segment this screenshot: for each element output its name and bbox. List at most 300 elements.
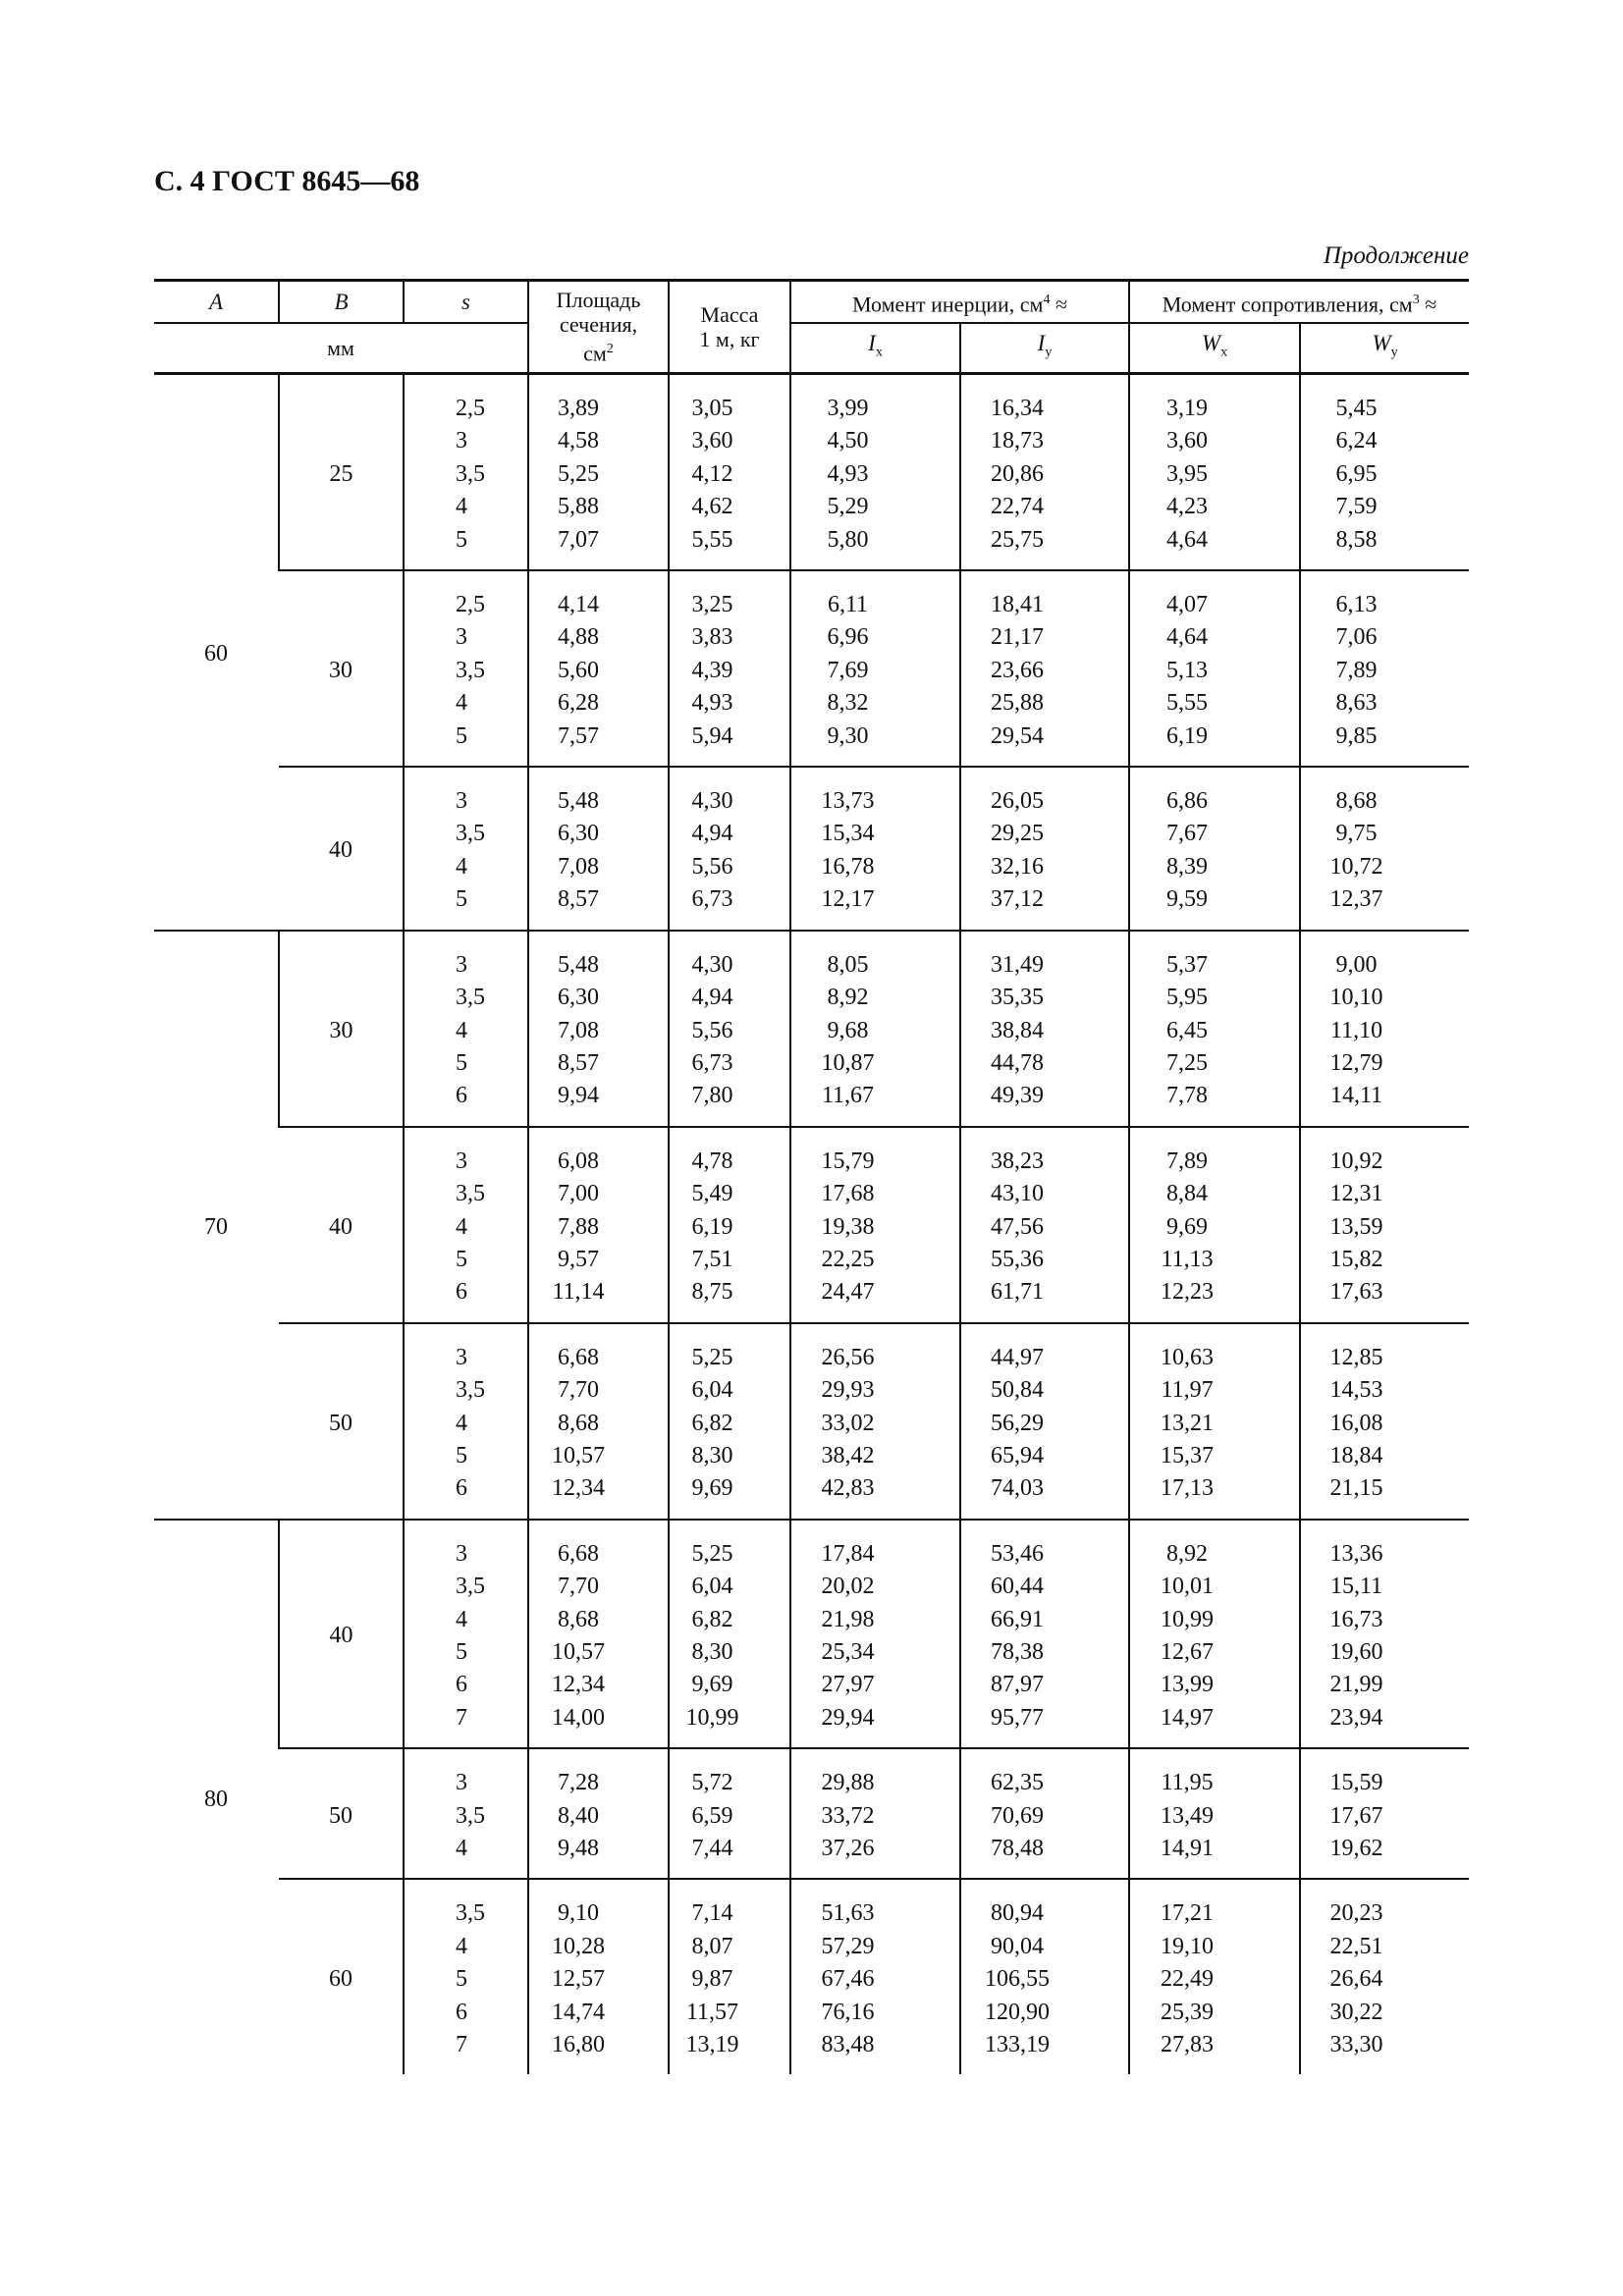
cell-wx [1129,1748,1300,1879]
cell-wx [1129,1323,1300,1520]
cell-value: 13,21 [1161,1410,1215,1436]
cell-value: 6,08 [558,1148,599,1174]
cell-value: 14,11 [1329,1083,1383,1109]
cell-value: 21,99 [1329,1672,1383,1698]
cell-value: 4,50 [827,428,869,454]
cell-value: 3,60 [691,428,733,454]
cell-area [528,767,669,931]
cell-value: 29,94 [821,1704,875,1731]
area-line-3: $см^2$ [583,341,614,366]
cell-value: 27,97 [821,1672,875,1698]
cell-value: 4,64 [1166,624,1209,651]
cell-iy [960,374,1129,571]
cell-value: 12,31 [1329,1181,1383,1207]
cell-wy [1300,1520,1469,1748]
cell-value: 87,97 [991,1672,1044,1698]
cell-wx [1129,374,1300,571]
cell-value: 14,74 [552,1999,605,2025]
col-header-b: B [279,281,404,323]
cell-value: 6 [456,1475,467,1502]
cell-value: 17,68 [821,1181,875,1207]
cell-value: 19,60 [1329,1639,1383,1665]
cell-mass [669,374,790,571]
cell-value: 8,92 [827,985,869,1011]
cell-value: 20,02 [821,1574,875,1600]
cell-value: 16,78 [821,853,875,880]
cell-value: 6 [456,1999,467,2025]
cell-value: 16,80 [552,2032,605,2058]
cell-value: 24,47 [821,1279,875,1306]
cell-value: 56,29 [991,1410,1044,1436]
cell-value: 12,79 [1329,1049,1383,1076]
cell-value: 7,67 [1166,821,1209,847]
cell-value: 12,17 [821,886,875,913]
cell-value: 7,89 [1335,657,1378,683]
col-header-wx: $W_x$ [1129,323,1300,374]
cell-value: 9,59 [1166,886,1209,913]
cell-value: 9,75 [1335,821,1378,847]
cell-value: 25,88 [991,690,1044,717]
cell-value: 19,38 [821,1213,875,1240]
cell-value: 78,48 [991,1836,1044,1862]
cell-value: 120,90 [985,1999,1050,2025]
cell-value: 15,79 [821,1148,875,1174]
col-header-inertia: Момент инерции, $см^4$ ≈ [790,281,1129,323]
cell-area [528,1520,669,1748]
cell-value: 4,14 [558,592,599,618]
cell-value: 6,04 [691,1377,733,1404]
cell-value: 7,08 [558,1017,599,1043]
cell-value: 8,68 [1335,788,1378,815]
cell-value: 7,78 [1166,1083,1209,1109]
cell-value: 62,35 [991,1770,1044,1796]
cell-value: 29,25 [991,821,1044,847]
cell-value: 42,83 [821,1475,875,1502]
cell-mass [669,931,790,1127]
cell-ix [790,1520,960,1748]
cell-value: 6,68 [558,1344,599,1370]
cell-value: 3,95 [1166,460,1209,487]
cell-value: 6,30 [558,985,599,1011]
cell-value: 10,10 [1329,985,1383,1011]
cell-mass [669,1879,790,2074]
cell-value: 44,97 [991,1344,1044,1370]
cell-b: 40 [279,1520,404,1748]
cell-value: 10,57 [552,1639,605,1665]
cell-value: 4,93 [691,690,733,717]
cell-value: 133,19 [985,2032,1050,2058]
table-row-group [154,570,1469,767]
cell-value: 11,13 [1161,1246,1214,1272]
cell-value: 7,07 [558,526,599,553]
cell-wx [1129,1520,1300,1748]
cell-area [528,1323,669,1520]
cell-iy [960,931,1129,1127]
cell-value: 74,03 [991,1475,1044,1502]
cell-value: 30,22 [1329,1999,1383,2025]
cell-value: 3,89 [558,396,599,421]
cell-value: 3,5 [456,657,485,683]
cell-area [528,1879,669,2074]
cell-value: 9,48 [558,1836,599,1862]
cell-ix [790,570,960,767]
cell-mass [669,767,790,931]
cell-value: 33,72 [821,1802,875,1829]
cell-s [404,767,528,931]
cell-value: 61,71 [991,1279,1044,1306]
cell-value: 19,62 [1329,1836,1383,1862]
cell-value: 7,08 [558,853,599,880]
cell-value: 4 [456,1606,467,1632]
cell-value: 9,69 [1166,1213,1209,1240]
cell-value: 7 [456,2032,467,2058]
cell-value: 8,58 [1335,526,1378,553]
cell-value: 11,57 [685,1999,739,2025]
cell-value: 8,40 [558,1802,599,1829]
cell-value: 3 [456,1540,467,1567]
col-header-unit-mm: мм [154,323,528,374]
cell-b: 30 [279,570,404,767]
cell-value: 4,94 [691,821,733,847]
cell-value: 18,84 [1329,1442,1383,1468]
cell-value: 37,12 [991,886,1044,913]
cell-iy [960,1127,1129,1323]
cell-area [528,1748,669,1879]
cell-value: 10,01 [1161,1574,1215,1600]
cell-value: 33,30 [1329,2032,1383,2058]
cell-iy [960,1520,1129,1748]
cell-value: 7,06 [1335,624,1378,651]
cell-wy [1300,570,1469,767]
cell-value: 5,95 [1166,985,1209,1011]
cell-value: 76,16 [821,1999,875,2025]
mass-line-2: 1 м, кг [699,327,760,351]
cell-value: 8,39 [1166,853,1209,880]
cell-value: 6,82 [691,1606,733,1632]
cell-value: 10,72 [1329,853,1383,880]
cell-value: 12,85 [1329,1344,1383,1370]
cell-value: 6,68 [558,1540,599,1567]
cell-value: 6,45 [1166,1017,1209,1043]
profile-table [154,279,1469,2074]
cell-value: 7 [456,1704,467,1731]
cell-value: 5 [456,1639,467,1665]
cell-value: 5 [456,1966,467,1993]
cell-value: 3,5 [456,460,485,487]
cell-value: 5,48 [558,951,599,978]
cell-value: 4,62 [691,494,733,520]
cell-value: 11,10 [1329,1017,1383,1043]
cell-value: 12,67 [1161,1639,1215,1665]
cell-value: 7,59 [1335,494,1378,520]
cell-value: 7,00 [558,1181,599,1207]
cell-s [404,570,528,767]
cell-value: 5,72 [691,1770,733,1796]
cell-value: 38,84 [991,1017,1044,1043]
cell-value: 3 [456,788,467,815]
cell-value: 6,11 [827,592,869,618]
cell-value: 22,49 [1161,1966,1215,1993]
cell-value: 11,95 [1161,1770,1214,1796]
cell-value: 8,32 [827,690,869,717]
cell-value: 10,63 [1161,1344,1215,1370]
cell-value: 4 [456,853,467,880]
cell-value: 8,57 [558,886,599,913]
cell-value: 13,99 [1161,1672,1215,1698]
cell-value: 38,23 [991,1148,1044,1174]
cell-value: 18,41 [991,592,1044,618]
cell-value: 67,46 [821,1966,875,1993]
cell-value: 10,28 [552,1933,605,1959]
cell-mass [669,1520,790,1748]
cell-value: 3,5 [456,1181,485,1207]
cell-value: 4 [456,1410,467,1436]
cell-wy [1300,1323,1469,1520]
cell-value: 27,83 [1161,2032,1215,2058]
cell-value: 6 [456,1279,467,1306]
cell-area [528,1127,669,1323]
cell-value: 6,24 [1335,428,1378,454]
cell-value: 15,82 [1329,1246,1383,1272]
cell-value: 4,88 [558,624,599,651]
cell-value: 7,25 [1166,1049,1209,1076]
cell-value: 3,5 [456,1900,485,1927]
cell-value: 3,25 [691,592,733,618]
cell-value: 9,57 [558,1246,599,1272]
cell-value: 37,26 [821,1836,875,1862]
cell-value: 7,14 [691,1900,733,1927]
cell-a: 60 [154,374,279,931]
cell-value: 9,87 [691,1966,733,1993]
cell-value: 32,16 [991,853,1044,880]
cell-value: 15,37 [1161,1442,1215,1468]
table-row-group [154,1879,1469,2074]
cell-value: 17,84 [821,1540,875,1567]
cell-value: 4,30 [691,788,733,815]
cell-value: 16,08 [1329,1410,1383,1436]
cell-value: 65,94 [991,1442,1044,1468]
cell-value: 12,23 [1161,1279,1215,1306]
cell-value: 3 [456,624,467,651]
cell-value: 15,34 [821,821,875,847]
cell-value: 5,49 [691,1181,733,1207]
cell-value: 23,66 [991,657,1044,683]
cell-value: 9,69 [691,1475,733,1502]
cell-value: 53,46 [991,1540,1044,1567]
cell-value: 7,70 [558,1574,599,1600]
cell-value: 13,36 [1329,1540,1383,1567]
cell-mass [669,570,790,767]
cell-value: 3 [456,1770,467,1796]
cell-value: 60,44 [991,1574,1044,1600]
col-header-ix: $I_x$ [790,323,960,374]
cell-value: 7,69 [827,657,869,683]
cell-iy [960,1323,1129,1520]
cell-value: 12,57 [552,1966,605,1993]
cell-value: 5 [456,1049,467,1076]
cell-value: 3 [456,951,467,978]
cell-value: 31,49 [991,951,1044,978]
cell-value: 49,39 [991,1083,1044,1109]
cell-b: 50 [279,1748,404,1879]
cell-value: 11,97 [1161,1377,1214,1404]
cell-b: 60 [279,1879,404,2074]
cell-value: 83,48 [821,2032,875,2058]
cell-value: 7,89 [1166,1148,1209,1174]
cell-value: 3,83 [691,624,733,651]
cell-value: 14,91 [1161,1836,1215,1862]
cell-value: 6,30 [558,821,599,847]
cell-value: 29,88 [821,1770,875,1796]
cell-value: 8,75 [691,1279,733,1306]
cell-value: 12,34 [552,1475,605,1502]
cell-value: 9,30 [827,722,869,749]
cell-value: 9,10 [558,1900,599,1927]
cell-value: 5,45 [1335,396,1378,421]
cell-iy [960,1748,1129,1879]
table-row-group [154,931,1469,1127]
cell-value: 70,69 [991,1802,1044,1829]
cell-value: 90,04 [991,1933,1044,1959]
cell-value: 10,92 [1329,1148,1383,1174]
cell-value: 14,00 [552,1704,605,1731]
cell-value: 43,10 [991,1181,1044,1207]
cell-value: 7,57 [558,722,599,749]
cell-value: 5,94 [691,722,733,749]
cell-value: 12,34 [552,1672,605,1698]
cell-value: 3,5 [456,985,485,1011]
cell-s [404,1323,528,1520]
cell-s [404,1127,528,1323]
cell-value: 8,68 [558,1606,599,1632]
cell-ix [790,1748,960,1879]
cell-wy [1300,1127,1469,1323]
cell-value: 4,39 [691,657,733,683]
cell-a: 80 [154,1520,279,2075]
cell-value: 6,95 [1335,460,1378,487]
cell-value: 13,19 [685,2032,739,2058]
cell-value: 2,5 [456,396,485,421]
cell-b: 40 [279,1127,404,1323]
cell-value: 5,25 [691,1344,733,1370]
cell-value: 22,25 [821,1246,875,1272]
cell-value: 3,5 [456,821,485,847]
cell-value: 3 [456,428,467,454]
table-row-group [154,374,1469,571]
cell-value: 10,99 [1161,1606,1215,1632]
cell-value: 55,36 [991,1246,1044,1272]
table-body [154,374,1469,2075]
cell-value: 22,74 [991,494,1044,520]
cell-value: 18,73 [991,428,1044,454]
cell-ix [790,1323,960,1520]
cell-wx [1129,570,1300,767]
cell-value: 5,25 [691,1540,733,1567]
cell-wy [1300,1879,1469,2074]
cell-value: 6 [456,1672,467,1698]
cell-value: 7,80 [691,1083,733,1109]
cell-value: 15,59 [1329,1770,1383,1796]
cell-value: 8,07 [691,1933,733,1959]
cell-value: 9,94 [558,1083,599,1109]
col-header-a: A [154,281,279,323]
cell-area [528,931,669,1127]
cell-ix [790,767,960,931]
cell-value: 10,87 [821,1049,875,1076]
cell-value: 5,13 [1166,657,1209,683]
col-header-area [528,281,669,374]
cell-value: 16,34 [991,396,1044,421]
cell-value: 5,55 [1166,690,1209,717]
col-header-mass [669,281,790,374]
cell-value: 8,30 [691,1639,733,1665]
table-row-group [154,1127,1469,1323]
cell-value: 3,60 [1166,428,1209,454]
cell-value: 7,44 [691,1836,733,1862]
cell-value: 4 [456,1017,467,1043]
cell-value: 26,56 [821,1344,875,1370]
cell-value: 3,5 [456,1574,485,1600]
cell-value: 8,05 [827,951,869,978]
cell-value: 33,02 [821,1410,875,1436]
area-line-1: Площадь [556,288,641,313]
cell-s [404,374,528,571]
cell-value: 13,59 [1329,1213,1383,1240]
cell-iy [960,767,1129,931]
cell-value: 95,77 [991,1704,1044,1731]
cell-value: 3,99 [827,396,869,421]
cell-value: 3 [456,1148,467,1174]
table-row-group [154,1520,1469,1748]
cell-value: 5,55 [691,526,733,553]
cell-value: 5 [456,1246,467,1272]
cell-value: 5,56 [691,1017,733,1043]
cell-value: 26,64 [1329,1966,1383,1993]
cell-value: 4 [456,494,467,520]
cell-value: 7,70 [558,1377,599,1404]
col-header-resistance: Момент сопротивления, $см^3$ ≈ [1129,281,1469,323]
table-header [154,281,1469,374]
cell-value: 3,19 [1166,396,1209,421]
cell-iy [960,570,1129,767]
cell-value: 7,88 [558,1213,599,1240]
cell-a: 70 [154,931,279,1520]
cell-value: 21,15 [1329,1475,1383,1502]
cell-s [404,1748,528,1879]
cell-area [528,570,669,767]
col-header-iy: $I_y$ [960,323,1129,374]
cell-value: 8,84 [1166,1181,1209,1207]
cell-value: 15,11 [1329,1574,1383,1600]
cell-value: 4,78 [691,1148,733,1174]
cell-s [404,1879,528,2074]
cell-value: 13,49 [1161,1802,1215,1829]
cell-value: 17,67 [1329,1802,1383,1829]
cell-b: 40 [279,767,404,931]
cell-value: 8,57 [558,1049,599,1076]
table-row-group [154,1323,1469,1520]
cell-b: 25 [279,374,404,571]
cell-value: 20,86 [991,460,1044,487]
cell-value: 25,34 [821,1639,875,1665]
cell-value: 106,55 [985,1966,1050,1993]
cell-ix [790,1127,960,1323]
cell-b: 30 [279,931,404,1127]
cell-value: 17,13 [1161,1475,1215,1502]
cell-value: 3,05 [691,396,733,421]
cell-value: 25,75 [991,526,1044,553]
cell-ix [790,374,960,571]
